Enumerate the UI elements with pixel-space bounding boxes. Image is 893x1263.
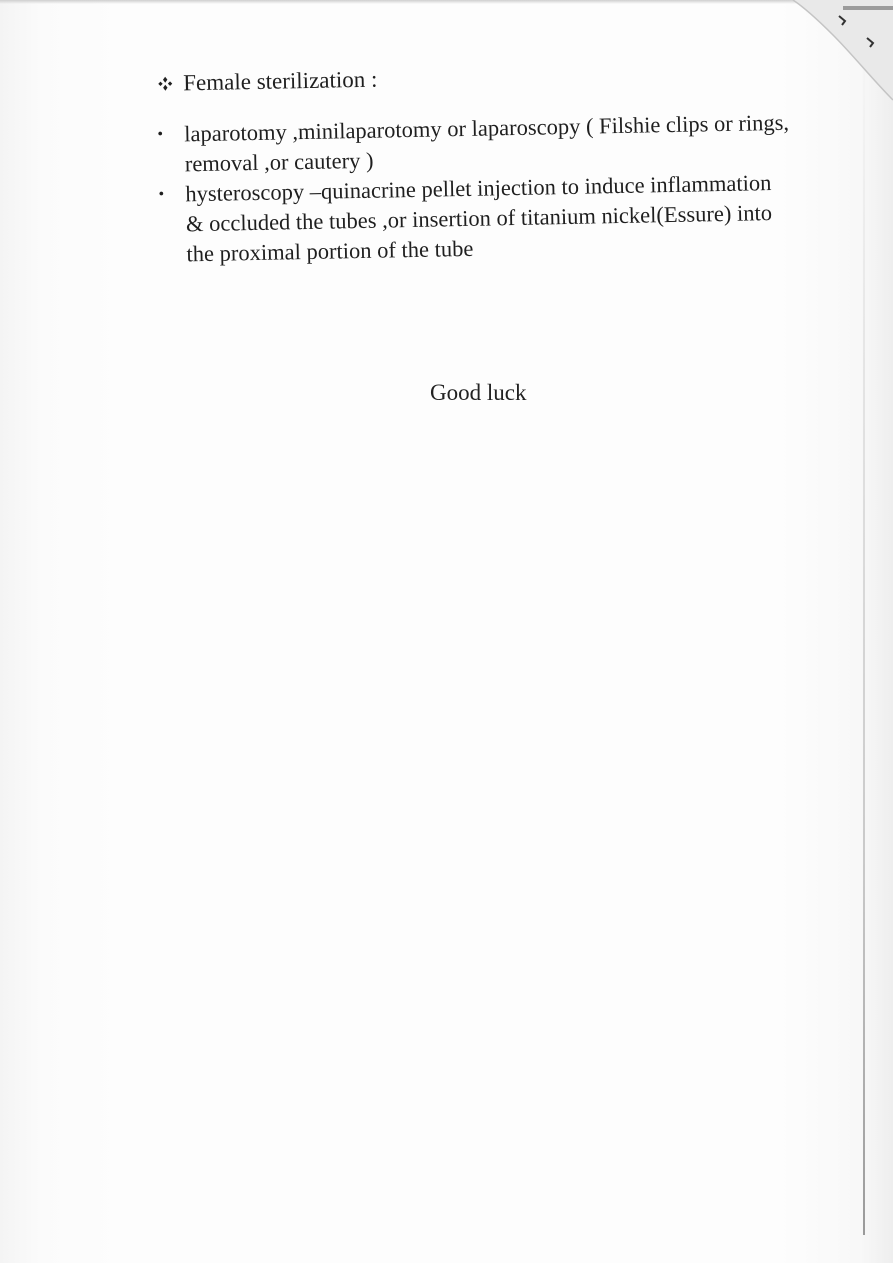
list-item-text: hysteroscopy –quinacrine pellet injection to induce inflammation & occluded the tubes ,or insertion of titanium nickel(Essure) into the proximal portion of the tube <box>185 170 773 267</box>
section-title: Female sterilization : <box>183 66 378 96</box>
list-item <box>152 168 794 270</box>
document-content <box>150 58 794 270</box>
list-item-text: laparotomy ,minilaparotomy or laparoscopy ( Filshie clips or rings, removal ,or cautery ) <box>183 109 790 177</box>
bullet-list <box>151 108 794 270</box>
bullet-icon: • <box>157 125 164 143</box>
diamond-dots-icon <box>155 74 175 94</box>
bullet-icon: • <box>158 185 165 203</box>
scan-right-edge <box>863 40 865 1235</box>
section-heading <box>155 58 790 98</box>
closing-message: Good luck <box>430 380 527 405</box>
